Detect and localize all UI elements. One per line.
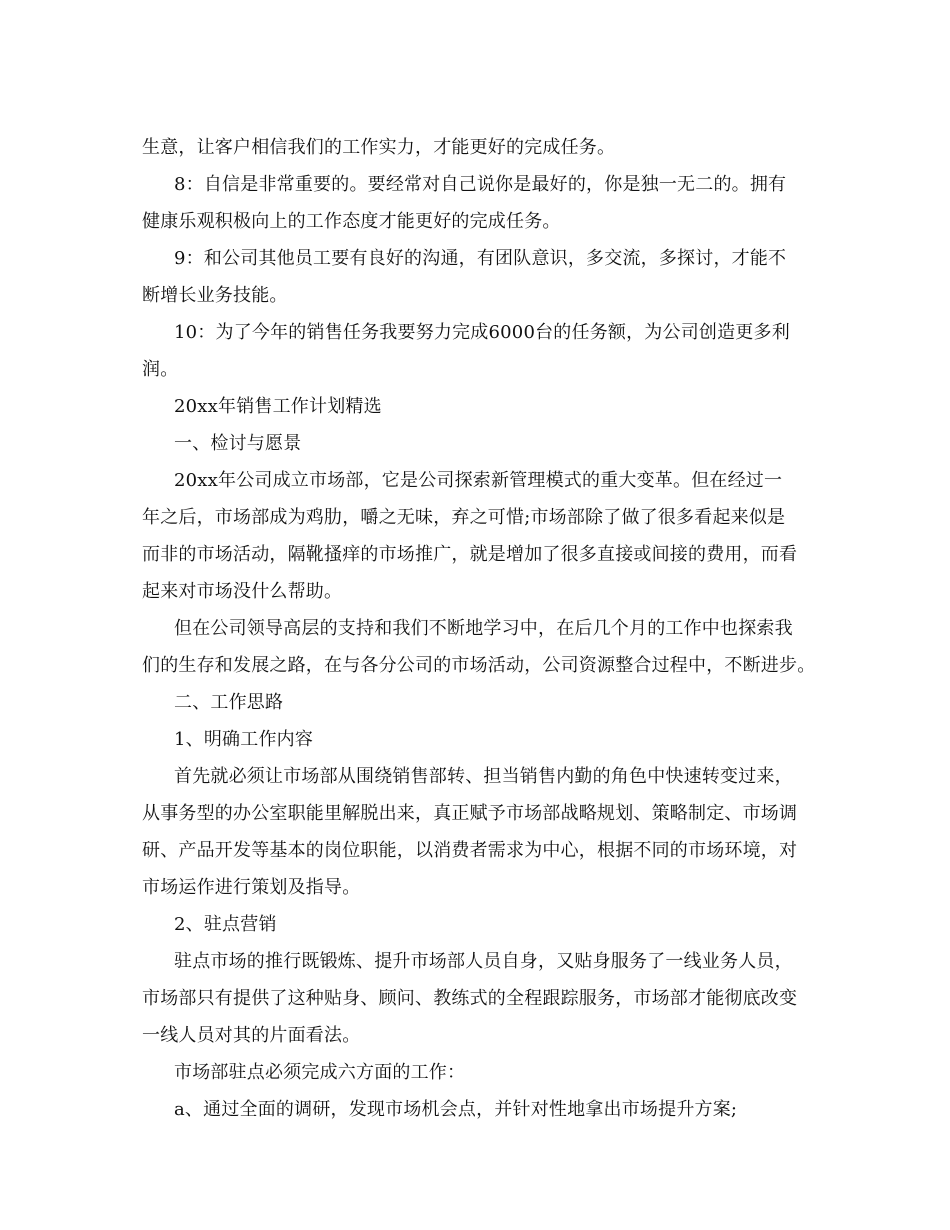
body-line: 健康乐观积极向上的工作态度才能更好的完成任务。	[142, 211, 561, 232]
body-line: 年之后，市场部成为鸡肋，嚼之无味，弃之可惜;市场部除了做了很多看起来似是	[142, 507, 786, 528]
body-line: 8：自信是非常重要的。要经常对自己说你是最好的，你是独一无二的。拥有	[174, 174, 787, 195]
body-line: 从事务型的办公室职能里解脱出来，真正赋予市场部战略规划、策略制定、市场调	[142, 803, 798, 824]
subsection-heading: 2、驻点营销	[174, 914, 277, 935]
body-line: 而非的市场活动，隔靴搔痒的市场推广，就是增加了很多直接或间接的费用，而看	[142, 544, 798, 565]
body-line: 市场部驻点必须完成六方面的工作：	[174, 1062, 466, 1083]
body-line: 生意，让客户相信我们的工作实力，才能更好的完成任务。	[142, 137, 616, 158]
body-line: 市场部只有提供了这种贴身、顾问、教练式的全程跟踪服务，市场部才能彻底改变	[142, 988, 798, 1009]
body-line: 润。	[142, 359, 179, 380]
body-line: 们的生存和发展之路，在与各分公司的市场活动，公司资源整合过程中，不断进步。	[142, 655, 816, 676]
list-item: a、通过全面的调研，发现市场机会点，并针对性地拿出市场提升方案;	[174, 1099, 738, 1120]
body-line: 市场运作进行策划及指导。	[142, 877, 361, 898]
subsection-heading: 1、明确工作内容	[174, 729, 314, 750]
document-body	[142, 129, 832, 1128]
body-line: 9：和公司其他员工要有良好的沟通，有团队意识，多交流，多探讨，才能不	[174, 248, 787, 269]
body-line: 研、产品开发等基本的岗位职能，以消费者需求为中心，根据不同的市场环境，对	[142, 840, 798, 861]
section-heading: 一、检讨与愿景	[174, 433, 302, 454]
body-line: 断增长业务技能。	[142, 285, 288, 306]
section-title: 20xx年销售工作计划精选	[174, 396, 382, 417]
body-line: 驻点市场的推行既锻炼、提升市场部人员自身，又贴身服务了一线业务人员，	[174, 951, 793, 972]
body-line: 但在公司领导高层的支持和我们不断地学习中，在后几个月的工作中也探索我	[174, 618, 793, 639]
body-line: 20xx年公司成立市场部，它是公司探索新管理模式的重大变革。但在经过一	[174, 470, 783, 491]
section-heading: 二、工作思路	[174, 692, 284, 713]
body-line: 起来对市场没什么帮助。	[142, 581, 343, 602]
body-line: 10：为了今年的销售任务我要努力完成6000台的任务额，为公司创造更多利	[174, 322, 790, 343]
body-line: 首先就必须让市场部从围绕销售部转、担当销售内勤的角色中快速转变过来，	[174, 766, 793, 787]
body-line: 一线人员对其的片面看法。	[142, 1025, 361, 1046]
